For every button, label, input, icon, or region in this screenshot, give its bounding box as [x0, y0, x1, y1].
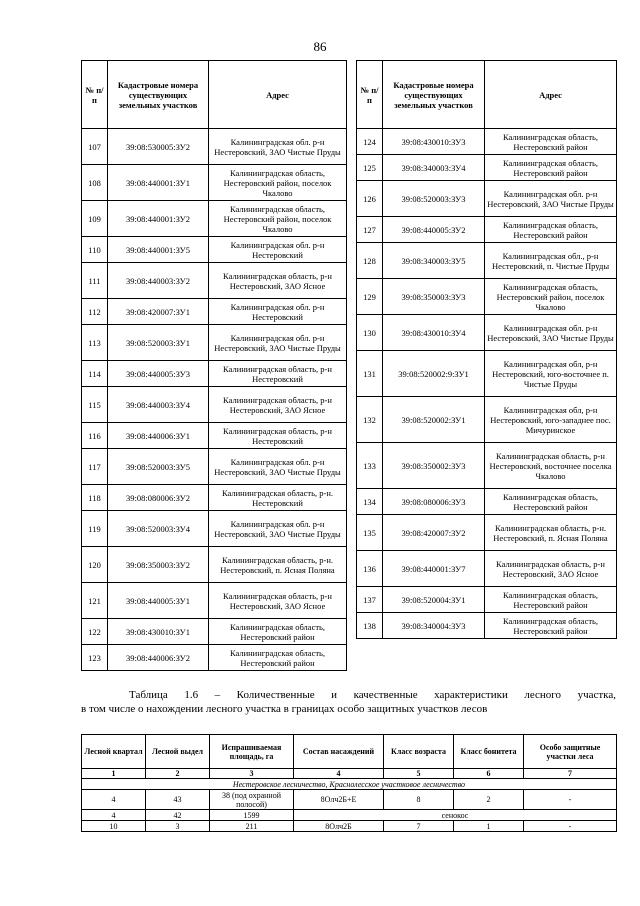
cell-address: Калининградская область, Нестеровский район: [485, 489, 617, 515]
cell-composition: 8Олч2Б+Е: [294, 790, 384, 810]
table-row: [82, 201, 347, 237]
forest-header: Класс возраста: [384, 735, 454, 769]
cell-cadastral-number: 39:08:520002:ЗУ1: [383, 397, 485, 443]
cell-address: Калининградская обл, р-н Нестеровский, юго-западнее пос. Мичуринское: [485, 397, 617, 443]
cell-cadastral-number: 39:08:440005:ЗУ3: [108, 361, 209, 387]
cell-address: Калининградская область, р-н Нестеровский: [209, 423, 347, 449]
table-row: [82, 449, 347, 485]
table-row: [357, 217, 617, 243]
table-row: [357, 551, 617, 587]
cell-address: Калининградская обл. р-н Нестеровский, ЗАО Чистые Пруды: [209, 129, 347, 165]
table-row: [82, 485, 347, 511]
cell-num: 117: [82, 449, 108, 485]
cell-address: Калининградская область, р-н. Нестеровский: [209, 485, 347, 511]
forestry-section-row: Нестеровское лесничество, Краснолесское участковое лесничество: [82, 779, 617, 790]
cell-cadastral-number: 39:08:350003:ЗУ2: [108, 547, 209, 583]
cell-cadastral-number: 39:08:520004:ЗУ1: [383, 587, 485, 613]
cell-cadastral-number: 39:08:430010:ЗУ4: [383, 315, 485, 351]
cell-num: 122: [82, 619, 108, 645]
cell-cadastral-number: 39:08:440003:ЗУ2: [108, 263, 209, 299]
column-number: 3: [210, 769, 294, 779]
table-row: [82, 325, 347, 361]
cell-cadastral-number: 39:08:340004:ЗУ3: [383, 613, 485, 639]
forest-header: Состав насаждений: [294, 735, 384, 769]
cell-num: 120: [82, 547, 108, 583]
column-number: 6: [454, 769, 524, 779]
header-cadastral: Кадастровые номера существующих земельных участков: [108, 61, 209, 129]
cell-protected: -: [524, 821, 617, 832]
cell-cadastral-number: 39:08:440001:ЗУ5: [108, 237, 209, 263]
cell-num: 136: [357, 551, 383, 587]
cell-num: 116: [82, 423, 108, 449]
cell-address: Калининградская область, Нестеровский район: [485, 613, 617, 639]
cell-address: Калининградская область, Нестеровский район: [209, 645, 347, 671]
page-number: 86: [313, 39, 327, 54]
cell-num: 128: [357, 243, 383, 279]
cell-cadastral-number: 39:08:440006:ЗУ2: [108, 645, 209, 671]
forest-plot-table: [81, 734, 617, 832]
cell-cadastral-number: 39:08:340003:ЗУ5: [383, 243, 485, 279]
cell-address: Калининградская область, Нестеровский район: [209, 619, 347, 645]
cell-address: Калининградская обл., р-н Нестеровский, п. Чистые Пруды: [485, 243, 617, 279]
cell-age-class: 7: [384, 821, 454, 832]
cell-num: 126: [357, 181, 383, 217]
cell-cadastral-number: 39:08:440005:ЗУ1: [108, 583, 209, 619]
cell-cadastral-number: 39:08:440006:ЗУ1: [108, 423, 209, 449]
cell-allotment: 3: [146, 821, 210, 832]
column-number: 5: [384, 769, 454, 779]
cell-num: 107: [82, 129, 108, 165]
cell-address: Калининградская обл. р-н Нестеровский, ЗАО Чистые Пруды: [209, 511, 347, 547]
cell-address: Калининградская область, р-н Нестеровский, ЗАО Ясное: [209, 387, 347, 423]
cell-bonitet-class: 2: [454, 790, 524, 810]
cell-num: 125: [357, 155, 383, 181]
cell-address: Калининградская обл. р-н Нестеровский, ЗАО Чистые Пруды: [485, 315, 617, 351]
cell-address: Калининградская область, Нестеровский район: [485, 129, 617, 155]
table-row: [357, 181, 617, 217]
cell-num: 109: [82, 201, 108, 237]
cell-num: 111: [82, 263, 108, 299]
column-number: 2: [146, 769, 210, 779]
cell-num: 134: [357, 489, 383, 515]
cell-cadastral-number: 39:08:350002:ЗУ3: [383, 443, 485, 489]
cell-num: 115: [82, 387, 108, 423]
table-row: [82, 165, 347, 201]
header-num: № п/п: [357, 61, 383, 129]
table-row: [82, 619, 347, 645]
cell-num: 130: [357, 315, 383, 351]
table-row: [357, 351, 617, 397]
table-row: [357, 613, 617, 639]
cell-num: 138: [357, 613, 383, 639]
cell-allotment: 43: [146, 790, 210, 810]
cell-address: Калининградская обл. р-н Нестеровский: [209, 237, 347, 263]
cell-address: Калининградская область, р-н. Нестеровский, п. Ясная Поляна: [485, 515, 617, 551]
header-address: Адрес: [485, 61, 617, 129]
table-row: [82, 361, 347, 387]
cell-address: Калининградская область, Нестеровский район, поселок Чкалово: [209, 201, 347, 237]
table-row: [357, 397, 617, 443]
cell-address: Калининградская область, Нестеровский район: [485, 587, 617, 613]
cell-cadastral-number: 39:08:440001:ЗУ1: [108, 165, 209, 201]
caption-line-2: в том числе о нахождении лесного участка в границах особо защитных участков лесов: [81, 703, 488, 715]
table-row: [82, 821, 617, 832]
cell-num: 121: [82, 583, 108, 619]
table-row: [357, 489, 617, 515]
header-address: Адрес: [209, 61, 347, 129]
cell-address: Калининградская область, р-н Нестеровский, ЗАО Ясное: [485, 551, 617, 587]
cell-cadastral-number: 39:08:520003:ЗУ3: [383, 181, 485, 217]
table-row: [82, 645, 347, 671]
table-row: [82, 299, 347, 325]
table-row: [357, 587, 617, 613]
cell-cadastral-number: 39:08:430010:ЗУ3: [383, 129, 485, 155]
cell-num: 112: [82, 299, 108, 325]
cell-cadastral-number: 39:08:440001:ЗУ2: [108, 201, 209, 237]
cell-address: Калининградская обл. р-н Нестеровский: [209, 299, 347, 325]
cell-quarter: 4: [82, 810, 146, 821]
cell-age-class: 8: [384, 790, 454, 810]
cell-num: 135: [357, 515, 383, 551]
cell-address: Калининградская область, Нестеровский район, поселок Чкалово: [485, 279, 617, 315]
table-row: [357, 315, 617, 351]
forest-header: Испрашиваемая площадь, га: [210, 735, 294, 769]
table-row: [82, 387, 347, 423]
table-row: [357, 515, 617, 551]
cell-num: 123: [82, 645, 108, 671]
cell-address: Калининградская обл, р-н Нестеровский, юго-восточнее п. Чистые Пруды: [485, 351, 617, 397]
cell-cadastral-number: 39:08:520003:ЗУ4: [108, 511, 209, 547]
cadastral-table-right: [356, 60, 617, 639]
cadastral-table-left: [81, 60, 347, 671]
cell-num: 133: [357, 443, 383, 489]
cell-cadastral-number: 39:08:520003:ЗУ1: [108, 325, 209, 361]
cell-address: Калининградская область, Нестеровский район: [485, 155, 617, 181]
table-row: [82, 547, 347, 583]
cell-address: Калининградская область, Нестеровский район, поселок Чкалово: [209, 165, 347, 201]
cell-cadastral-number: 39:08:350003:ЗУ3: [383, 279, 485, 315]
cell-num: 124: [357, 129, 383, 155]
cell-cadastral-number: 39:08:080006:ЗУ2: [108, 485, 209, 511]
cell-cadastral-number: 39:08:420007:ЗУ1: [108, 299, 209, 325]
table-row: [357, 155, 617, 181]
table-row: [357, 279, 617, 315]
table-row: [82, 790, 617, 810]
cell-address: Калининградская область, р-н Нестеровский, восточнее поселка Чкалово: [485, 443, 617, 489]
table-row: [82, 237, 347, 263]
cell-address: Калининградская область, р-н Нестеровский: [209, 361, 347, 387]
cell-num: 118: [82, 485, 108, 511]
cell-num: 108: [82, 165, 108, 201]
column-number: 4: [294, 769, 384, 779]
cell-cadastral-number: 39:08:530005:ЗУ2: [108, 129, 209, 165]
forest-header: Лесной квартал: [82, 735, 146, 769]
cell-quarter: 4: [82, 790, 146, 810]
cell-bonitet-class: 1: [454, 821, 524, 832]
cell-address: Калининградская область, р-н. Нестеровский, п. Ясная Поляна: [209, 547, 347, 583]
cell-num: 127: [357, 217, 383, 243]
cell-address: Калининградская обл. р-н Нестеровский, ЗАО Чистые Пруды: [209, 449, 347, 485]
cell-cadastral-number: 39:08:430010:ЗУ1: [108, 619, 209, 645]
header-num: № п/п: [82, 61, 108, 129]
cell-cadastral-number: 39:08:520003:ЗУ5: [108, 449, 209, 485]
cell-protected: -: [524, 790, 617, 810]
cell-num: 119: [82, 511, 108, 547]
cell-address: Калининградская обл. р-н Нестеровский, ЗАО Чистые Пруды: [209, 325, 347, 361]
table-row: [82, 263, 347, 299]
cell-num: 131: [357, 351, 383, 397]
cell-num: 110: [82, 237, 108, 263]
cell-merged-land-use: сенокос: [294, 810, 617, 821]
column-number: 7: [524, 769, 617, 779]
table-row: [357, 443, 617, 489]
cell-address: Калининградская область, р-н Нестеровский, ЗАО Ясное: [209, 583, 347, 619]
cell-cadastral-number: 39:08:440003:ЗУ4: [108, 387, 209, 423]
cell-cadastral-number: 39:08:340003:ЗУ4: [383, 155, 485, 181]
cell-address: Калининградская область, Нестеровский район: [485, 217, 617, 243]
caption-line-1: Таблица 1.6 – Количественные и качественные характеристики лесного участка,: [129, 689, 616, 701]
cell-cadastral-number: 39:08:440005:ЗУ2: [383, 217, 485, 243]
cell-num: 113: [82, 325, 108, 361]
cell-cadastral-number: 39:08:440001:ЗУ7: [383, 551, 485, 587]
table-row: [82, 583, 347, 619]
cell-cadastral-number: 39:08:520002:9:ЗУ1: [383, 351, 485, 397]
table-row: [82, 810, 617, 821]
table-row: [357, 129, 617, 155]
cell-composition: 8Олч2Б: [294, 821, 384, 832]
cell-quarter: 10: [82, 821, 146, 832]
table-row: [82, 423, 347, 449]
cell-cadastral-number: 39:08:420007:ЗУ2: [383, 515, 485, 551]
cell-allotment: 42: [146, 810, 210, 821]
header-cadastral: Кадастровые номера существующих земельных участков: [383, 61, 485, 129]
cell-cadastral-number: 39:08:080006:ЗУ3: [383, 489, 485, 515]
table-row: [357, 243, 617, 279]
forest-header: Лесной выдел: [146, 735, 210, 769]
cell-num: 137: [357, 587, 383, 613]
column-number: 1: [82, 769, 146, 779]
forest-header: Класс бонитета: [454, 735, 524, 769]
table-row: [82, 129, 347, 165]
cell-num: 114: [82, 361, 108, 387]
cell-num: 132: [357, 397, 383, 443]
forest-header: Особо защитные участки леса: [524, 735, 617, 769]
cell-address: Калининградская область, р-н Нестеровский, ЗАО Ясное: [209, 263, 347, 299]
cell-area: 1599: [210, 810, 294, 821]
cell-area: 211: [210, 821, 294, 832]
cell-address: Калининградская обл. р-н Нестеровский, ЗАО Чистые Пруды: [485, 181, 617, 217]
table-row: [82, 511, 347, 547]
table-caption: [81, 688, 616, 716]
cell-num: 129: [357, 279, 383, 315]
cell-area: 38 (под охранной полосой): [210, 790, 294, 810]
